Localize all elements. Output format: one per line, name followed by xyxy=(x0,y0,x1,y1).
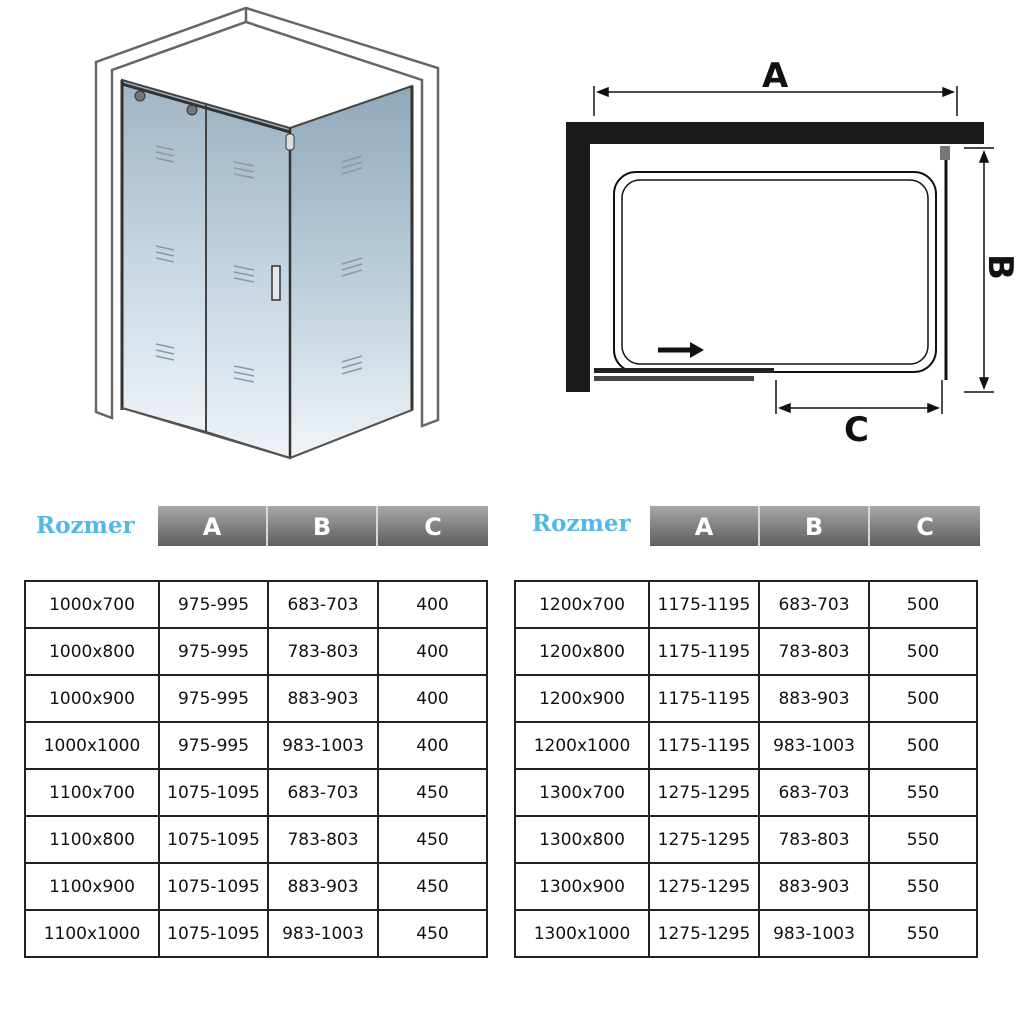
table-row xyxy=(25,722,487,769)
c-cell: 550 xyxy=(869,863,977,910)
table-row xyxy=(515,722,977,769)
b-cell: 783-803 xyxy=(759,628,869,675)
b-cell: 883-903 xyxy=(759,863,869,910)
b-cell: 683-703 xyxy=(268,581,378,628)
table-row xyxy=(515,816,977,863)
a-cell: 975-995 xyxy=(159,722,268,769)
table-row xyxy=(515,769,977,816)
c-cell: 550 xyxy=(869,769,977,816)
header-cell-c: C xyxy=(916,513,934,541)
a-cell: 1175-1195 xyxy=(649,722,759,769)
header-cell-c: C xyxy=(424,513,442,541)
c-cell: 400 xyxy=(378,628,487,675)
table-row xyxy=(25,581,487,628)
c-cell: 500 xyxy=(869,581,977,628)
shower-tray xyxy=(614,172,936,372)
size-cell: 1000x900 xyxy=(25,675,159,722)
size-cell: 1200x1000 xyxy=(515,722,649,769)
table-title-right: Rozmer xyxy=(532,510,631,537)
a-cell: 1175-1195 xyxy=(649,628,759,675)
header-cell-b: B xyxy=(804,513,824,541)
table-header-right xyxy=(650,506,980,546)
sliding-door-plan xyxy=(594,368,774,373)
side-glass-panel xyxy=(290,86,412,458)
a-cell: 1075-1095 xyxy=(159,816,268,863)
size-cell: 1100x700 xyxy=(25,769,159,816)
c-cell: 550 xyxy=(869,910,977,957)
c-cell: 500 xyxy=(869,628,977,675)
roller-left xyxy=(135,91,145,101)
table-title-left: Rozmer xyxy=(36,512,135,539)
roller-right xyxy=(187,105,197,115)
size-cell: 1100x900 xyxy=(25,863,159,910)
b-cell: 883-903 xyxy=(268,675,378,722)
c-cell: 400 xyxy=(378,675,487,722)
b-cell: 783-803 xyxy=(759,816,869,863)
b-cell: 783-803 xyxy=(268,816,378,863)
size-cell: 1200x900 xyxy=(515,675,649,722)
table-row xyxy=(515,628,977,675)
fixed-glass-panel xyxy=(122,80,206,432)
size-cell: 1200x800 xyxy=(515,628,649,675)
table-row xyxy=(25,675,487,722)
c-cell: 400 xyxy=(378,722,487,769)
a-cell: 1075-1095 xyxy=(159,863,268,910)
a-cell: 1175-1195 xyxy=(649,675,759,722)
c-cell: 450 xyxy=(378,816,487,863)
table-row xyxy=(515,581,977,628)
size-cell: 1300x1000 xyxy=(515,910,649,957)
b-cell: 883-903 xyxy=(759,675,869,722)
dimension-c-label: C xyxy=(844,410,869,450)
c-cell: 500 xyxy=(869,675,977,722)
b-cell: 783-803 xyxy=(268,628,378,675)
size-cell: 1200x700 xyxy=(515,581,649,628)
wall-plan xyxy=(566,122,984,392)
b-cell: 983-1003 xyxy=(759,722,869,769)
header-cell-b: B xyxy=(312,513,332,541)
a-cell: 1275-1295 xyxy=(649,769,759,816)
a-cell: 1075-1095 xyxy=(159,769,268,816)
header-cell-a: A xyxy=(202,513,222,541)
table-row xyxy=(25,863,487,910)
dimension-a-label: A xyxy=(762,56,789,96)
table-row xyxy=(25,769,487,816)
size-table-left xyxy=(24,580,488,958)
header-cell-a: A xyxy=(694,513,714,541)
size-cell: 1000x1000 xyxy=(25,722,159,769)
a-cell: 1275-1295 xyxy=(649,863,759,910)
size-cell: 1100x1000 xyxy=(25,910,159,957)
table-header-left xyxy=(158,506,488,546)
c-cell: 450 xyxy=(378,863,487,910)
door-handle xyxy=(272,266,280,300)
c-cell: 500 xyxy=(869,722,977,769)
dimension-c-line xyxy=(776,380,942,414)
size-cell: 1300x900 xyxy=(515,863,649,910)
size-cell: 1300x800 xyxy=(515,816,649,863)
size-cell: 1300x700 xyxy=(515,769,649,816)
size-cell: 1000x700 xyxy=(25,581,159,628)
table-row xyxy=(25,910,487,957)
table-row xyxy=(25,816,487,863)
a-cell: 1175-1195 xyxy=(649,581,759,628)
a-cell: 1275-1295 xyxy=(649,816,759,863)
fixed-panel-plan xyxy=(594,376,754,381)
dimension-b-label: B xyxy=(980,254,1020,280)
c-cell: 550 xyxy=(869,816,977,863)
rail-end-cap xyxy=(286,134,294,150)
table-row xyxy=(25,628,487,675)
size-table-right xyxy=(514,580,978,958)
c-cell: 400 xyxy=(378,581,487,628)
c-cell: 450 xyxy=(378,910,487,957)
b-cell: 683-703 xyxy=(268,769,378,816)
size-cell: 1100x800 xyxy=(25,816,159,863)
a-cell: 975-995 xyxy=(159,628,268,675)
b-cell: 983-1003 xyxy=(759,910,869,957)
a-cell: 975-995 xyxy=(159,675,268,722)
b-cell: 883-903 xyxy=(268,863,378,910)
a-cell: 975-995 xyxy=(159,581,268,628)
table-row xyxy=(515,863,977,910)
table-row xyxy=(515,675,977,722)
a-cell: 1075-1095 xyxy=(159,910,268,957)
c-cell: 450 xyxy=(378,769,487,816)
shower-enclosure-illustration xyxy=(0,0,480,480)
b-cell: 683-703 xyxy=(759,581,869,628)
slide-direction-arrow-icon xyxy=(658,342,704,358)
b-cell: 983-1003 xyxy=(268,910,378,957)
a-cell: 1275-1295 xyxy=(649,910,759,957)
table-row xyxy=(515,910,977,957)
b-cell: 983-1003 xyxy=(268,722,378,769)
size-cell: 1000x800 xyxy=(25,628,159,675)
b-cell: 683-703 xyxy=(759,769,869,816)
